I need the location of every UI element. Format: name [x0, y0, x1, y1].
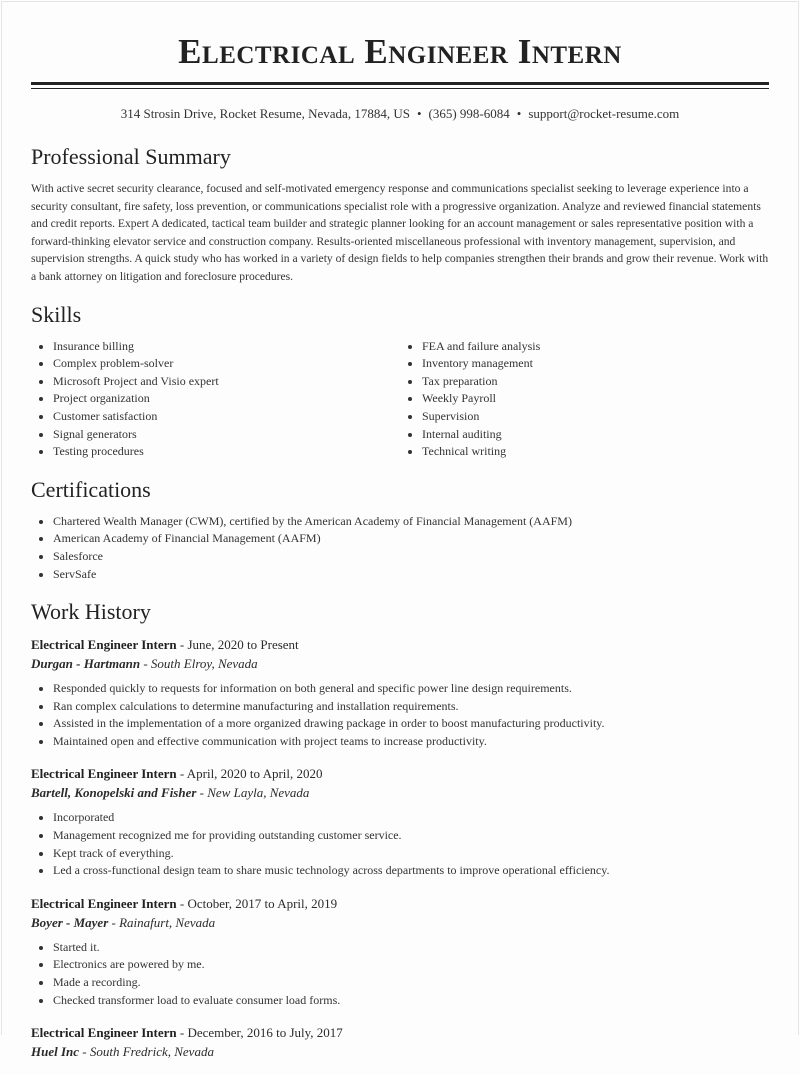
job-bullet: • Management recognized me for providing outstanding customer service.: [53, 827, 769, 845]
job-title-line: [31, 635, 769, 654]
job-entry: [31, 1023, 769, 1061]
certifications-heading: Certifications: [31, 476, 151, 502]
skill-item: • Supervision: [422, 408, 769, 426]
job-title: Electrical Engineer Intern: [31, 1025, 177, 1041]
job-location: - South Elroy, Nevada: [140, 656, 258, 672]
job-title-line: [31, 1023, 769, 1042]
contact-separator: •: [416, 106, 422, 121]
job-bullet: • Electronics are powered by me.: [53, 956, 769, 974]
skills-list-left: [31, 338, 400, 461]
job-bullet: • Started it.: [53, 939, 769, 957]
skill-item: • Testing procedures: [53, 443, 400, 461]
job-dates: - December, 2016 to July, 2017: [176, 1025, 343, 1041]
header-rule-thick: [31, 82, 769, 85]
job-entry: [31, 764, 769, 879]
certifications-section: [31, 475, 769, 583]
job-bullets: [31, 809, 769, 879]
skill-item: • Complex problem-solver: [53, 355, 400, 373]
job-company-line: [31, 1042, 769, 1061]
job-title: Electrical Engineer Intern: [31, 895, 177, 911]
job-company-line: [31, 654, 769, 673]
certification-item: • American Academy of Financial Management (AAFM): [53, 530, 769, 548]
contact-phone[interactable]: (365) 998-6084: [428, 106, 510, 121]
job-bullet: • Ran complex calculations to determine manufacturing and installation requirements.: [53, 698, 769, 716]
resume-content: [31, 142, 769, 1075]
skills-list-right: [400, 338, 769, 461]
job-company: Durgan - Hartmann: [31, 656, 141, 672]
job-title: Electrical Engineer Intern: [31, 637, 177, 653]
job-company: Bartell, Konopelski and Fisher: [31, 785, 197, 801]
job-bullet: • Maintained open and effective communication with project teams to increase productivity.: [53, 733, 769, 751]
job-dates: - April, 2020 to April, 2020: [176, 766, 323, 782]
skill-item: • Internal auditing: [422, 426, 769, 444]
resume-name: Electrical Engineer Intern: [178, 32, 622, 71]
job-company: Boyer - Mayer: [31, 914, 109, 930]
work-history-section: [31, 597, 769, 1061]
job-bullet: • Responded quickly to requests for information on both general and specific power line design requirements.: [53, 680, 769, 698]
job-bullets: [31, 680, 769, 750]
skill-item: • Customer satisfaction: [53, 408, 400, 426]
skill-item: • Project organization: [53, 390, 400, 408]
job-company-line: [31, 913, 769, 932]
skill-item: • Tax preparation: [422, 373, 769, 391]
certification-item: • Chartered Wealth Manager (CWM), certified by the American Academy of Financial Management (AAFM): [53, 513, 769, 531]
job-bullet: • Incorporated: [53, 809, 769, 827]
skill-item: • Inventory management: [422, 355, 769, 373]
job-dates: - June, 2020 to Present: [176, 637, 299, 653]
job-bullet: • Checked transformer load to evaluate consumer load forms.: [53, 992, 769, 1010]
job-location: - Rainafurt, Nevada: [108, 914, 216, 930]
skill-item: • Weekly Payroll: [422, 390, 769, 408]
summary-section: [31, 142, 769, 286]
contact-email[interactable]: support@rocket-resume.com: [528, 106, 680, 121]
job-bullets: [31, 939, 769, 1009]
job-bullet: • Assisted in the implementation of a more organized drawing package in order to boost manufacturing productivity.: [53, 715, 769, 733]
skill-item: • Technical writing: [422, 443, 769, 461]
contact-separator: •: [516, 106, 522, 121]
job-title-line: [31, 894, 769, 913]
skills-columns: [31, 338, 769, 461]
skill-item: • Microsoft Project and Visio expert: [53, 373, 400, 391]
header-rule-thin: [31, 88, 769, 89]
certifications-list: [31, 513, 769, 583]
job-title: Electrical Engineer Intern: [31, 766, 177, 782]
contact-line: [0, 106, 800, 122]
job-dates: - October, 2017 to April, 2019: [176, 895, 338, 911]
skill-item: • Insurance billing: [53, 338, 400, 356]
work-history-heading: Work History: [31, 599, 151, 625]
summary-heading: Professional Summary: [31, 144, 231, 169]
job-entry: [31, 635, 769, 750]
job-company-line: [31, 783, 769, 802]
job-company: Huel Inc: [31, 1044, 80, 1060]
job-location: - South Fredrick, Nevada: [79, 1044, 214, 1060]
certification-item: • Salesforce: [53, 548, 769, 566]
job-entry: [31, 894, 769, 1009]
skill-item: • FEA and failure analysis: [422, 338, 769, 356]
job-bullet: • Led a cross-functional design team to share music technology across departments to improve operational efficiency.: [53, 862, 769, 880]
skills-section: [31, 300, 769, 461]
skill-item: • Signal generators: [53, 426, 400, 444]
skills-heading: Skills: [31, 301, 82, 327]
job-bullet: • Made a recording.: [53, 974, 769, 992]
job-title-line: [31, 764, 769, 783]
contact-address: 314 Strosin Drive, Rocket Resume, Nevada, 17884, US: [120, 106, 410, 121]
summary-text: With active secret security clearance, focused and self-motivated emergency response and communications specialist seeking to leverage experience into a security consultant, fire safety, loss prevention, or communications specialist role with a progressive organization. Analyze and reviewed financial statements and credit reports. Expert A dedicated, tactical team builder and strategic planner looking for an account management or sales representative position with a forward-thinking elevator service and construction company. Results-oriented miscellaneous professional with inventory management, supervision, and supervision strengths. A quick study who has worked in a variety of design fields to help companies strengthen their brands and grow their revenue. Work with a bank attorney on litigation and foreclosure procedures.: [31, 182, 769, 283]
job-bullet: • Kept track of everything.: [53, 845, 769, 863]
certification-item: • ServSafe: [53, 566, 769, 584]
job-location: - New Layla, Nevada: [196, 785, 310, 801]
